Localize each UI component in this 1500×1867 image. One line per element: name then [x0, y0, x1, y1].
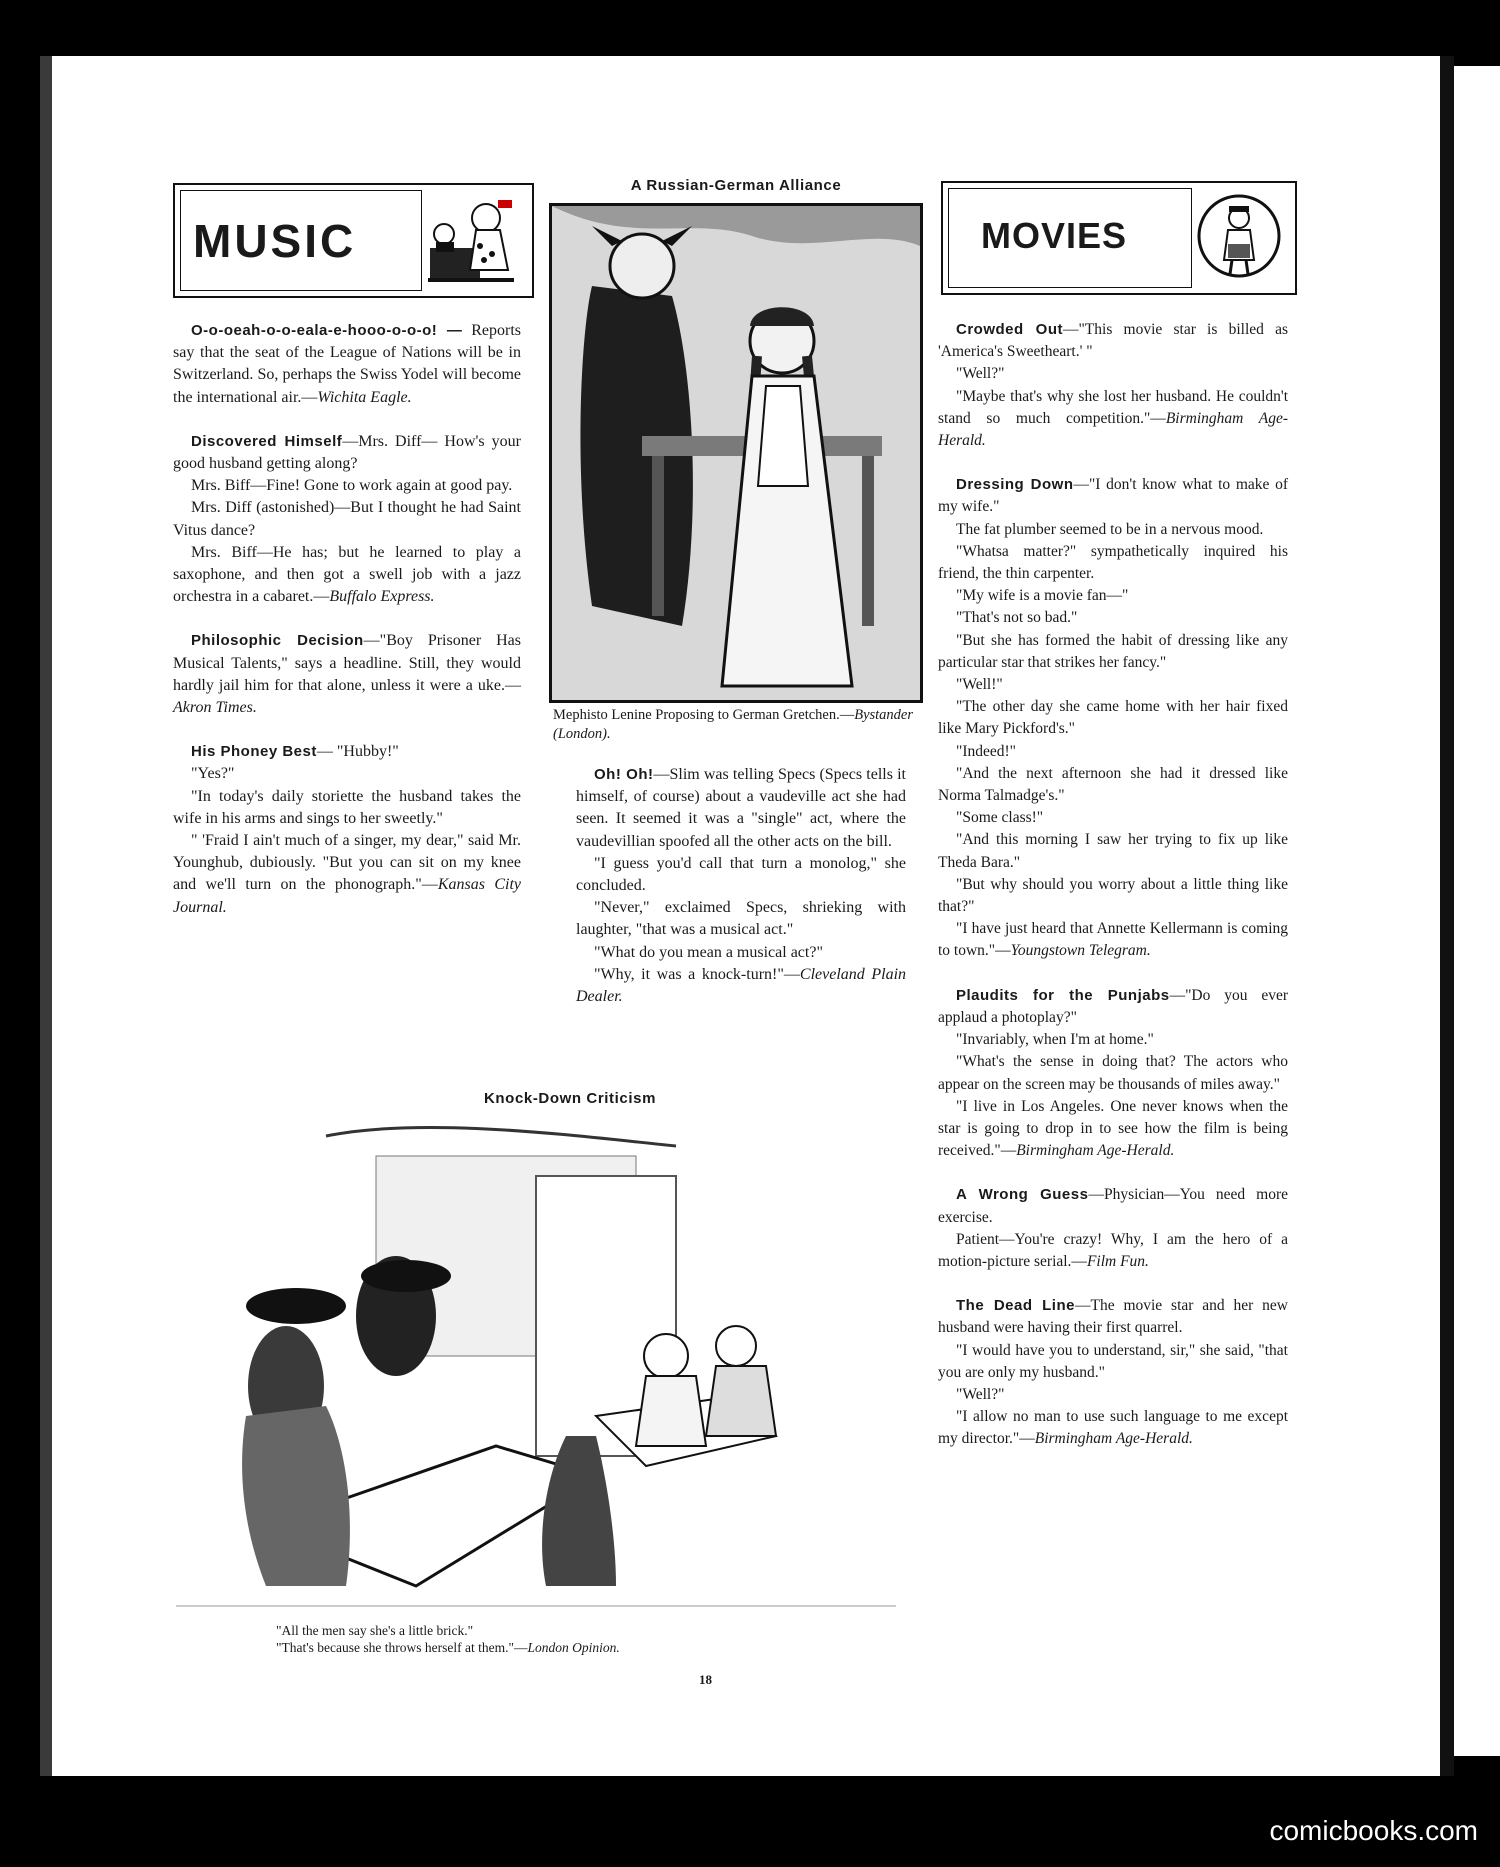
movies-banner — [941, 181, 1297, 295]
item-source: Buffalo Express. — [329, 588, 435, 606]
caption-source: London Opinion. — [527, 1640, 620, 1655]
item-source: Film Fun. — [1086, 1252, 1149, 1270]
item-text: "Well?" — [956, 1385, 1005, 1403]
russian-german-alliance-cartoon — [549, 203, 923, 703]
item-text: Mrs. Biff—He has; but he learned to play a saxophone, and then got a swell job with a jazz orchestra in a cabaret.— — [173, 543, 521, 606]
middle-column — [576, 764, 906, 1008]
item-heading: The Dead Line — [956, 1297, 1075, 1315]
item-text: —"This movie star is billed as 'America's Sweetheart.' " — [938, 321, 1288, 361]
music-banner — [173, 183, 534, 298]
music-banner-title: MUSIC — [193, 215, 357, 267]
item-text: " 'Fraid I ain't much of a singer, my dear," said Mr. Younghub, dubiously. "But you can sit on my knee and we'll turn on the phonograph."— — [173, 832, 521, 894]
movies-column — [938, 319, 1288, 1451]
item-heading: Oh! Oh! — [594, 766, 654, 783]
caption-source: Bystander (London). — [553, 707, 914, 742]
movies-item — [938, 319, 1288, 363]
item-heading: A Wrong Guess — [956, 1186, 1089, 1204]
item-text: "But she has formed the habit of dressing like any particular star that strikes her fancy." — [938, 631, 1288, 671]
item-text: — "Hubby!" — [316, 743, 399, 761]
item-text: "And the next afternoon she had it dressed like Norma Talmadge's." — [938, 764, 1288, 805]
movies-banner-title: MOVIES — [981, 215, 1128, 256]
item-source: Cleveland Plain Dealer. — [576, 965, 907, 1006]
cartoon-caption: Mephisto Lenine Proposing to German Gretchen.—Bystander (London). — [553, 707, 914, 742]
cartoon-caption: "All the men say she's a little brick." "That's because she throws herself at them."—London Opinion. — [276, 1623, 620, 1655]
page-number: 18 — [699, 1672, 712, 1687]
item-text: "What's the sense in doing that? The actors who appear on the screen may be thousands of miles away." — [938, 1053, 1288, 1093]
music-item — [173, 741, 521, 763]
item-text: Reports say that the seat of the League of Nations will be in Switzerland. So, perhaps the Swiss Yodel will become the international air.— — [173, 322, 521, 406]
music-item — [173, 431, 521, 475]
item-text: Mrs. Diff (astonished)—But I thought he had Saint Vitus dance? — [173, 499, 521, 539]
music-item — [173, 630, 521, 719]
item-text: "Never," exclaimed Specs, shrieking with laughter, "that was a musical act." — [576, 899, 906, 939]
page-edge — [1440, 56, 1454, 1776]
item-text: "I live in Los Angeles. One never knows when the star is going to drop in to see how the film is being received."— — [938, 1097, 1288, 1160]
item-heading: Discovered Himself — [191, 432, 343, 450]
item-source: Birmingham Age-Herald. — [1016, 1142, 1175, 1160]
music-banner-illustration — [421, 190, 527, 291]
item-text: "That's not so bad." — [956, 609, 1078, 627]
item-source: Birmingham Age-Herald. — [938, 409, 1288, 450]
item-text: "The other day she came home with her hair fixed like Mary Pickford's." — [938, 698, 1288, 738]
item-text: —Physician—You need more exercise. — [938, 1186, 1288, 1226]
item-text: "Well!" — [956, 676, 1003, 694]
item-heading: His Phoney Best — [191, 743, 317, 761]
item-text: Mrs. Biff—Fine! Gone to work again at good pay. — [191, 477, 513, 495]
item-text: —"I don't know what to make of my wife." — [938, 476, 1288, 516]
item-text: "Some class!" — [956, 809, 1044, 827]
item-text: "What do you mean a musical act?" — [594, 943, 823, 961]
knock-down-criticism-cartoon — [176, 1116, 896, 1616]
item-text: "Indeed!" — [956, 742, 1016, 760]
item-text: The fat plumber seemed to be in a nervous mood. — [956, 520, 1264, 538]
music-column — [173, 320, 521, 919]
item-text: —Slim was telling Specs (Specs tells it himself, of course) about a vaudeville act she had seen. It seemed it was a "single" act, where the vaudevillian spoofed all the other acts on the bill. — [576, 766, 906, 850]
movies-item — [938, 985, 1288, 1029]
adjacent-page-sliver — [1454, 66, 1500, 1756]
item-heading: Dressing Down — [956, 476, 1074, 494]
item-text: "And this morning I saw her trying to fix up like Theda Bara." — [938, 831, 1288, 871]
item-text: "Invariably, when I'm at home." — [956, 1031, 1154, 1049]
item-heading: Philosophic Decision — [191, 632, 364, 650]
item-text: "Why, it was a knock-turn!"— — [594, 965, 800, 983]
watermark: comicbooks.com — [1269, 1815, 1478, 1846]
item-source: Youngstown Telegram. — [1010, 942, 1151, 960]
item-heading: O-o-oeah-o-o-eala-e-hooo-o-o-o! — — [191, 322, 463, 339]
item-source: Akron Times. — [173, 699, 257, 717]
item-text: "I guess you'd call that turn a monolog," she concluded. — [576, 854, 906, 895]
item-text: —"Do you ever applaud a photoplay?" — [938, 986, 1288, 1026]
item-text: "Maybe that's why she lost her husband. He couldn't stand so much competition."— — [938, 387, 1288, 427]
music-item — [173, 320, 521, 409]
movies-item — [938, 1295, 1288, 1339]
page-binding-shadow — [40, 56, 52, 1776]
item-text: "In today's daily storiette the husband takes the wife in his arms and sings to her sweetly." — [173, 787, 521, 827]
middle-item — [576, 764, 906, 853]
item-text: "But why should you worry about a little thing like that?" — [938, 875, 1288, 916]
item-text: "I would have you to understand, sir," she said, "that you are only my husband." — [938, 1341, 1288, 1381]
cartoon-title: Knock-Down Criticism — [483, 1090, 657, 1107]
movies-item — [938, 1184, 1288, 1228]
item-heading: Crowded Out — [956, 321, 1063, 338]
item-source: Birmingham Age-Herald. — [1034, 1430, 1193, 1448]
item-text: "Yes?" — [191, 765, 235, 783]
item-source: Kansas City Journal. — [173, 876, 521, 916]
item-source: Wichita Eagle. — [317, 388, 412, 406]
item-text: "I have just heard that Annette Kellermann is coming to town."— — [938, 920, 1288, 960]
item-text: "Whatsa matter?" sympathetically inquired his friend, the thin carpenter. — [938, 542, 1288, 583]
item-text: "My wife is a movie fan—" — [956, 587, 1129, 605]
item-text: "Well?" — [956, 365, 1005, 383]
item-text: Patient—You're crazy! Why, I am the hero of a motion-picture serial.— — [938, 1230, 1288, 1270]
item-text: —The movie star and her new husband were having their first quarrel. — [938, 1297, 1288, 1337]
item-heading: Plaudits for the Punjabs — [956, 986, 1170, 1004]
item-text: —Mrs. Diff— How's your good husband getting along? — [173, 432, 521, 473]
movies-banner-illustration — [1191, 188, 1290, 288]
movies-item — [938, 474, 1288, 518]
item-text: "I allow no man to use such language to me except my director."— — [938, 1408, 1288, 1448]
item-text: —"Boy Prisoner Has Musical Talents," says a headline. Still, they would hardly jail him for that alone, unless it were a uke.— — [173, 632, 521, 694]
cartoon-title: A Russian-German Alliance — [630, 177, 842, 194]
